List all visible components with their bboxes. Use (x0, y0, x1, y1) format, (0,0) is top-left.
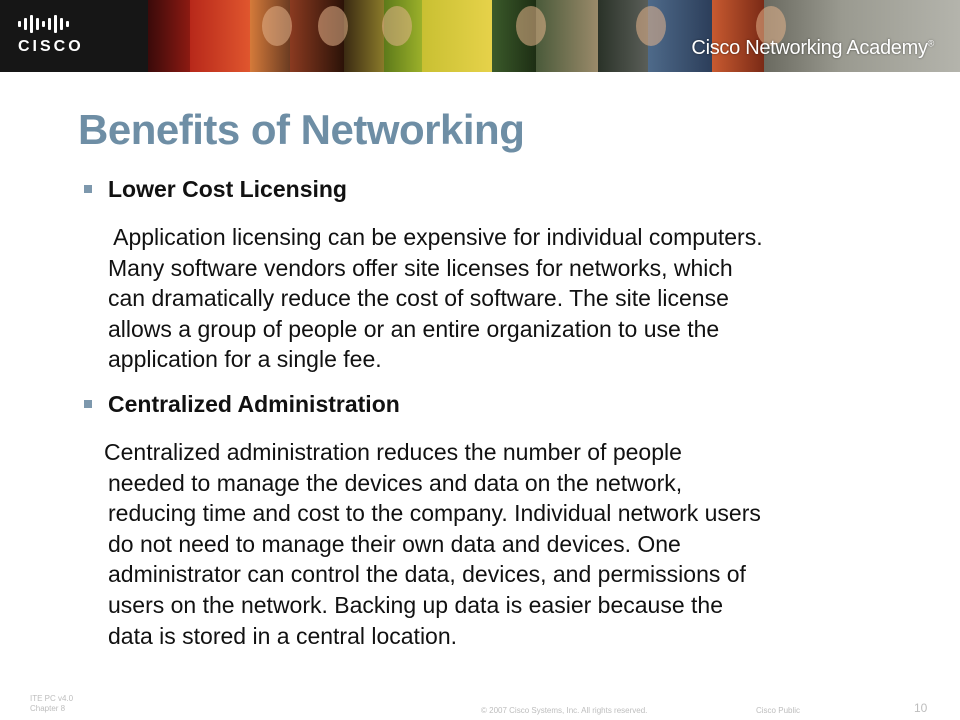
banner-photo (422, 0, 492, 72)
body-line: reducing time and cost to the company. Individual network users (108, 500, 761, 527)
footer-classification: Cisco Public (756, 706, 801, 715)
body-line: can dramatically reduce the cost of software. The site license (108, 285, 729, 312)
bullet-body-administration (104, 437, 902, 651)
banner-face (382, 6, 412, 46)
body-line: allows a group of people or an entire organization to use the (108, 315, 720, 342)
slide-title: Benefits of Networking (78, 106, 525, 153)
footer-copyright: © 2007 Cisco Systems, Inc. All rights reserved. (481, 706, 648, 715)
body-line: administrator can control the data, devices, and permissions of (108, 561, 746, 588)
bullet-item (82, 176, 902, 208)
cisco-logo (18, 14, 138, 58)
footer-chapter: Chapter 8 (30, 704, 66, 713)
footer-course-info (30, 694, 73, 714)
footer-course: ITE PC v4.0 (30, 694, 74, 703)
bullet-body-licensing (108, 222, 902, 375)
banner-face (516, 6, 546, 46)
body-line: Many software vendors offer site licenses for networks, which (108, 254, 733, 281)
banner-photo (344, 0, 384, 72)
bullet-heading-administration: Centralized Administration (108, 390, 400, 417)
body-line: users on the network. Backing up data is easier because the (108, 591, 723, 618)
banner-face (318, 6, 348, 46)
academy-name-text: Cisco Networking Academy (691, 37, 928, 59)
academy-name (691, 37, 934, 60)
body-line: application for a single fee. (108, 346, 382, 373)
body-line: Application licensing can be expensive for individual computers. (108, 224, 763, 250)
banner-photo (712, 0, 764, 72)
square-bullet-icon (84, 185, 92, 193)
cisco-bridge-icon (18, 14, 138, 34)
banner-face (636, 6, 666, 46)
banner-photo (190, 0, 250, 72)
banner-photo (148, 0, 190, 72)
trademark-symbol: ® (927, 38, 934, 49)
body-line: data is stored in a central location. (108, 622, 458, 649)
header-banner (0, 0, 960, 72)
banner-face (262, 6, 292, 46)
bullet-heading-licensing: Lower Cost Licensing (108, 176, 347, 202)
square-bullet-icon (84, 400, 92, 408)
cisco-wordmark: CISCO (18, 38, 84, 55)
banner-photo (764, 0, 960, 72)
body-line: Centralized administration reduces the number of people (104, 438, 682, 465)
body-line: do not need to manage their own data and devices. One (108, 530, 681, 557)
banner-photo (536, 0, 598, 72)
slide-content (82, 176, 902, 651)
page-number: 10 (914, 701, 928, 715)
bullet-item (82, 391, 902, 423)
body-line: needed to manage the devices and data on the network, (108, 469, 683, 496)
